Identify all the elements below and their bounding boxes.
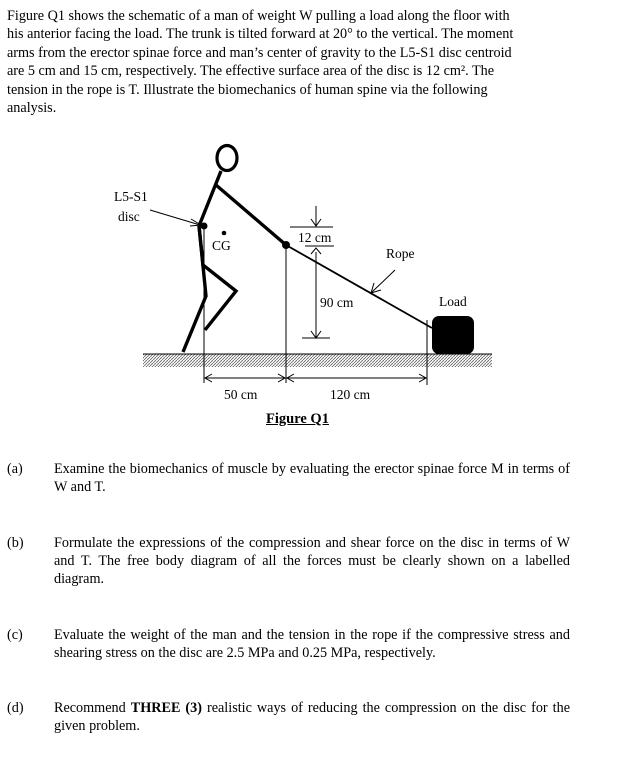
label-load: Load	[439, 294, 467, 309]
question-text-end: realistic ways of reducing the compression on the disc for the given problem.	[54, 700, 570, 734]
question-label: (c)	[7, 627, 23, 643]
label-50cm: 50 cm	[224, 387, 258, 402]
rope-leader	[372, 270, 395, 292]
question-text: Evaluate the weight of the man and the tension in the rope if the compressive stress and shearing stress on the disc are 2.5 MPa and 0.25 MPa, respectively.	[54, 627, 570, 661]
head	[217, 146, 237, 171]
question-text-start: Recommend	[54, 700, 131, 716]
intro-line: analysis.	[7, 100, 57, 117]
arm	[216, 185, 286, 245]
label-l5s1: L5-S1	[114, 189, 148, 204]
leg-rear	[183, 226, 206, 352]
intro-line: arms from the erector spinae force and man’s center of gravity to the L5-S1 disc centroid	[7, 44, 512, 61]
l5s1-leader	[150, 210, 200, 225]
question-label: (d)	[7, 700, 24, 716]
label-90cm: 90 cm	[320, 295, 354, 310]
question-label: (a)	[7, 461, 23, 477]
question-text	[54, 699, 570, 735]
intro-line: tension in the rope is T. Illustrate the biomechanics of human spine via the following	[7, 81, 488, 98]
label-12cm: 12 cm	[298, 230, 332, 245]
man-figure	[183, 146, 290, 353]
label-rope: Rope	[386, 246, 415, 261]
question-text-bold: THREE (3)	[130, 700, 202, 716]
cg-dot	[222, 231, 227, 236]
intro-line: Figure Q1 shows the schematic of a man of weight W pulling a load along the floor with	[7, 8, 510, 24]
intro-line: are 5 cm and 15 cm, respectively. The effective surface area of the disc is 12 cm². The	[7, 63, 495, 80]
label-disc: disc	[118, 209, 140, 224]
label-cg: CG	[212, 238, 231, 253]
intro-line: his anterior facing the load. The trunk is tilted forward at 20° to the vertical. The moment	[7, 26, 514, 43]
trunk	[199, 171, 221, 226]
question-label: (b)	[7, 535, 24, 551]
figure-caption: Figure Q1	[266, 411, 329, 427]
label-120cm: 120 cm	[330, 387, 371, 402]
question-text: Examine the biomechanics of muscle by evaluating the erector spinae force M in terms of W and T.	[54, 461, 570, 495]
load-block	[432, 316, 474, 354]
ground-hatch	[143, 354, 492, 367]
question-text: Formulate the expressions of the compression and shear force on the disc in terms of W and T. The free body diagram of all the forces must be clearly shown on a labelled diagram.	[54, 535, 570, 587]
